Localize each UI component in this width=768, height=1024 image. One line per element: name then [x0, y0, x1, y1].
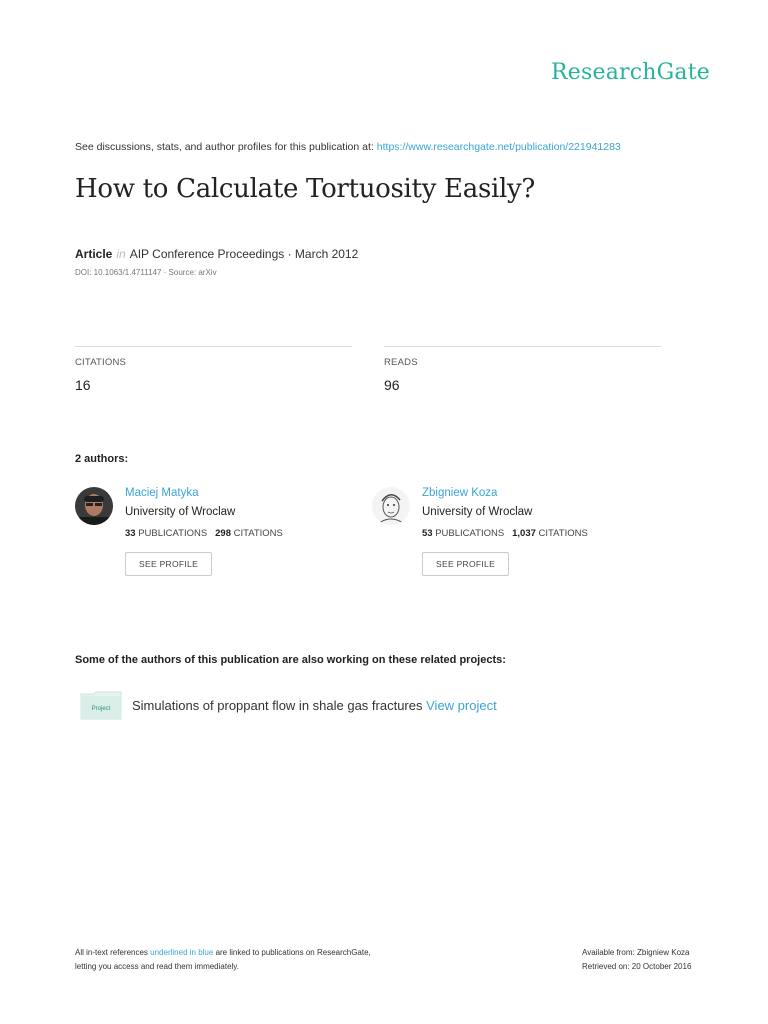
- reads-label: READS: [384, 357, 418, 368]
- author-institution: University of Wroclaw: [422, 506, 533, 518]
- reads-stat: [384, 346, 661, 393]
- footer-underlined-link[interactable]: underlined in blue: [150, 948, 214, 957]
- discussion-text: See discussions, stats, and author profiles for this publication at:: [75, 141, 374, 153]
- footer-text-b: are linked to publications on ResearchGate,: [215, 948, 371, 957]
- see-profile-button[interactable]: SEE PROFILE: [125, 552, 212, 576]
- authors-heading: 2 authors:: [75, 453, 129, 465]
- footer-text-a: All in-text references: [75, 948, 148, 957]
- publication-type: Article: [75, 247, 113, 261]
- project-line: [132, 698, 497, 713]
- publication-meta: [75, 247, 358, 261]
- author-stats: [422, 528, 662, 539]
- publication-url-link[interactable]: https://www.researchgate.net/publication/221941283: [376, 141, 621, 153]
- footer-line-2: letting you access and read them immediately.: [75, 962, 239, 971]
- project-folder-icon: [80, 690, 122, 720]
- citations-stat: [75, 346, 352, 393]
- publications-label: PUBLICATIONS: [435, 528, 505, 539]
- project-icon-label: Project: [91, 706, 111, 712]
- available-from: Available from: Zbigniew Koza: [582, 948, 690, 957]
- publications-count: 53: [422, 528, 433, 539]
- publication-title: How to Calculate Tortuosity Easily?: [75, 174, 536, 204]
- see-profile-button[interactable]: SEE PROFILE: [422, 552, 509, 576]
- author-institution: University of Wroclaw: [125, 506, 236, 518]
- author-name-link[interactable]: Maciej Matyka: [125, 487, 199, 499]
- view-project-link[interactable]: View project: [426, 698, 497, 713]
- publication-venue: AIP Conference Proceedings · March 2012: [129, 247, 359, 261]
- citations-count: 16: [75, 377, 91, 393]
- discussion-note: [75, 141, 621, 153]
- reads-count: 96: [384, 377, 400, 393]
- author-citations-label: CITATIONS: [233, 528, 283, 539]
- footer-availability: [582, 946, 691, 974]
- author-citations-count: 298: [215, 528, 231, 539]
- footer-line-1: [75, 946, 371, 960]
- footer-note: [75, 946, 371, 974]
- author-avatar-photo[interactable]: [75, 487, 113, 525]
- related-projects-heading: Some of the authors of this publication are also working on these related projects:: [75, 654, 506, 666]
- author-stats: [125, 528, 365, 539]
- citations-label: CITATIONS: [75, 357, 127, 368]
- author-citations-count: 1,037: [512, 528, 536, 539]
- retrieved-on: Retrieved on: 20 October 2016: [582, 962, 692, 971]
- publications-count: 33: [125, 528, 136, 539]
- avatar-sketch-icon: [372, 487, 410, 525]
- author-citations-label: CITATIONS: [538, 528, 588, 539]
- author-avatar-sketch[interactable]: [372, 487, 410, 525]
- doi-line: DOI: 10.1063/1.4711147 · Source: arXiv: [75, 268, 217, 277]
- avatar-photo-icon: [75, 487, 113, 525]
- researchgate-logo[interactable]: ResearchGate: [551, 60, 710, 85]
- publications-label: PUBLICATIONS: [138, 528, 208, 539]
- in-separator: in: [116, 247, 126, 261]
- author-name-link[interactable]: Zbigniew Koza: [422, 487, 498, 499]
- project-title: Simulations of proppant flow in shale gas fractures: [132, 698, 423, 713]
